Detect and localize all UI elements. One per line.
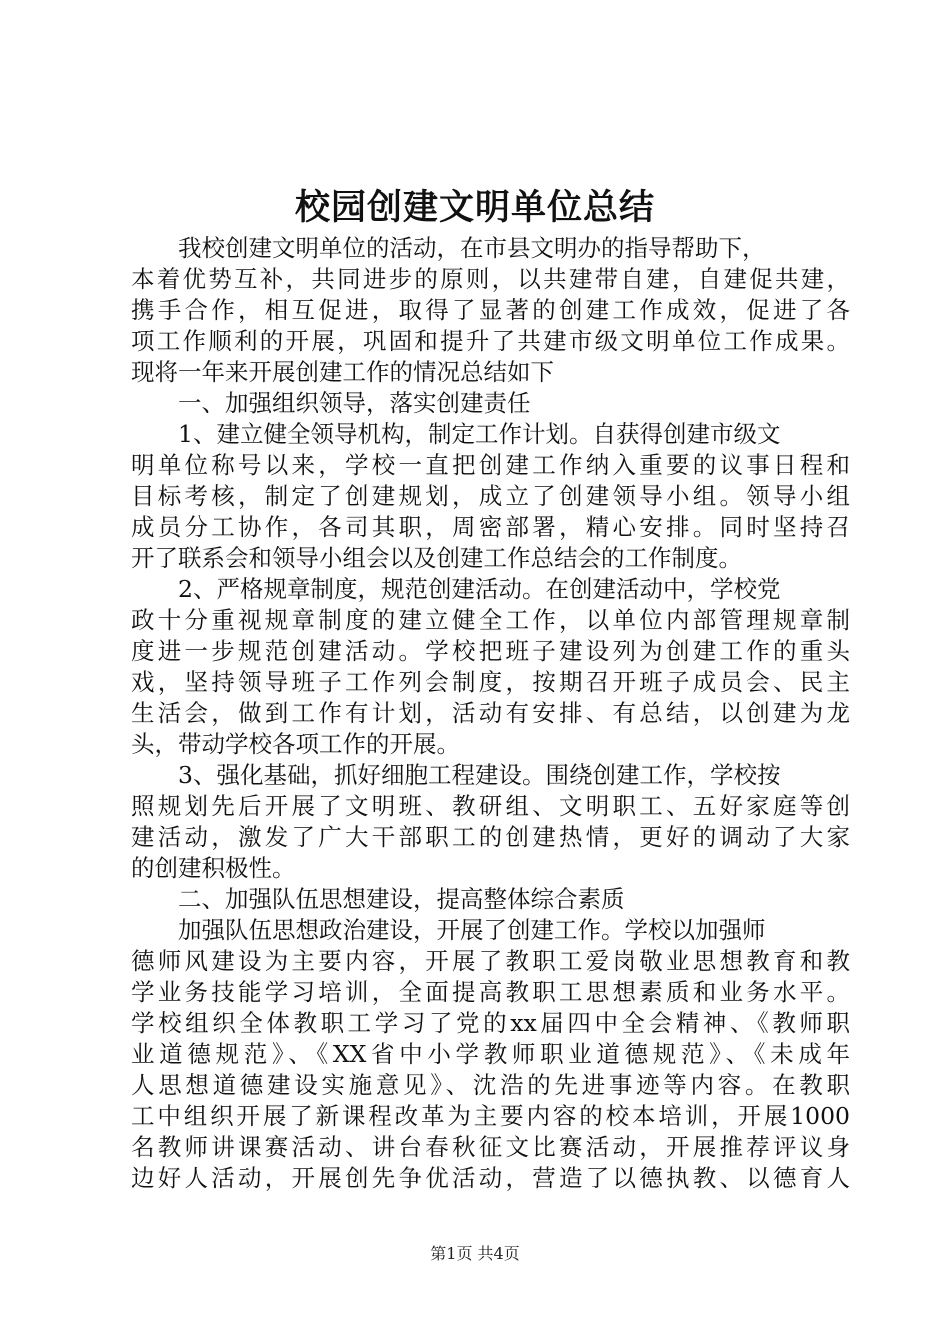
paragraph-line: 2、严格规章制度，规范创建活动。在创建活动中，学校党 — [178, 575, 781, 603]
paragraph-line: 照规划先后开展了文明班、教研组、文明职工、五好家庭等创 — [131, 792, 850, 820]
paragraph-line: 边好人活动，开展创先争优活动，营造了以德执教、以德育人 — [131, 1164, 850, 1192]
paragraph-line: 工中组织开展了新课程改革为主要内容的校本培训，开展1000 — [131, 1102, 850, 1130]
paragraph-line: 1、建立健全领导机构，制定工作计划。自获得创建市级文 — [178, 420, 781, 448]
paragraph-line: 名教师讲课赛活动、讲台春秋征文比赛活动，开展推荐评议身 — [131, 1133, 850, 1161]
page-number: 第1页 共4页 — [430, 1244, 520, 1263]
document-title: 校园创建文明单位总结 — [294, 187, 655, 228]
paragraph-line: 本着优势互补，共同进步的原则，以共建带自建，自建促共建， — [131, 265, 850, 293]
paragraph-line: 度进一步规范创建活动。学校把班子建设列为创建工作的重头 — [131, 637, 850, 665]
section-heading: 一、加强组织领导，落实创建责任 — [178, 389, 531, 417]
paragraph-line: 政十分重视规章制度的建立健全工作，以单位内部管理规章制 — [131, 606, 850, 634]
paragraph-line: 明单位称号以来，学校一直把创建工作纳入重要的议事日程和 — [131, 451, 850, 479]
paragraph-line: 携手合作，相互促进，取得了显著的创建工作成效，促进了各 — [131, 296, 850, 324]
paragraph-line: 开了联系会和领导小组会以及创建工作总结会的工作制度。 — [131, 544, 742, 572]
paragraph-line: 学校组织全体教职工学习了党的xx届四中全会精神、《教师职 — [131, 1009, 850, 1037]
paragraph-line: 目标考核，制定了创建规划，成立了创建领导小组。领导小组 — [131, 482, 850, 510]
paragraph-line: 人思想道德建设实施意见》、沈浩的先进事迹等内容。在教职 — [131, 1071, 850, 1099]
paragraph-line: 戏，坚持领导班子工作列会制度，按期召开班子成员会、民主 — [131, 668, 850, 696]
paragraph-line: 德师风建设为主要内容，开展了教职工爱岗敬业思想教育和教 — [131, 947, 850, 975]
paragraph-line: 现将一年来开展创建工作的情况总结如下 — [131, 358, 554, 386]
paragraph-line: 3、强化基础，抓好细胞工程建设。围绕创建工作，学校按 — [178, 761, 781, 789]
paragraph-line: 的创建积极性。 — [131, 854, 296, 882]
paragraph-line: 学业务技能学习培训，全面提高教职工思想素质和业务水平。 — [131, 978, 850, 1006]
paragraph-line: 业道德规范》、《XX省中小学教师职业道德规范》、《未成年 — [131, 1040, 850, 1068]
paragraph-line: 头，带动学校各项工作的开展。 — [131, 730, 460, 758]
document-body — [131, 233, 850, 1194]
paragraph-line: 项工作顺利的开展，巩固和提升了共建市级文明单位工作成果。 — [131, 327, 850, 355]
paragraph-line: 我校创建文明单位的活动，在市县文明办的指导帮助下， — [178, 234, 766, 262]
paragraph-line: 成员分工协作，各司其职，周密部署，精心安排。同时坚持召 — [131, 513, 850, 541]
paragraph-line: 生活会，做到工作有计划，活动有安排、有总结，以创建为龙 — [131, 699, 850, 727]
paragraph-line: 建活动，激发了广大干部职工的创建热情，更好的调动了大家 — [131, 823, 850, 851]
paragraph-line: 加强队伍思想政治建设，开展了创建工作。学校以加强师 — [178, 916, 766, 944]
section-heading: 二、加强队伍思想建设，提高整体综合素质 — [178, 885, 625, 913]
